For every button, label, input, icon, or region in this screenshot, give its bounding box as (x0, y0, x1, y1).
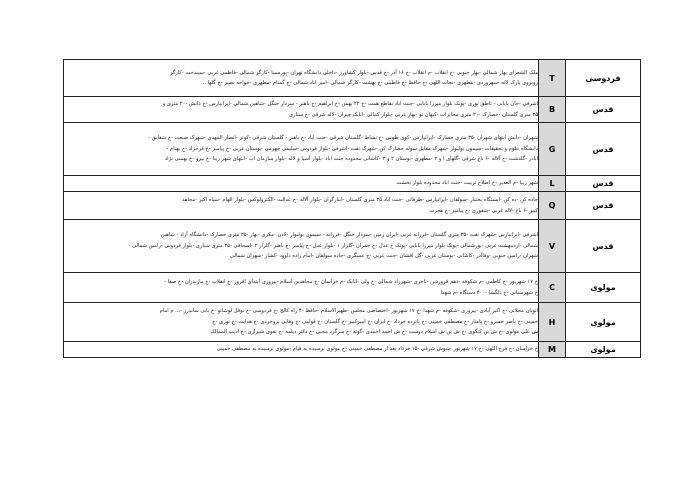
district-name-cell: قدس (566, 192, 641, 220)
area-list-cell (64, 303, 539, 342)
area-list-cell (64, 342, 539, 358)
area-list-cell (64, 60, 539, 97)
district-name-cell: مولوی (566, 273, 641, 303)
district-name-cell: قدس (566, 123, 641, 176)
table-body (64, 60, 641, 358)
table-row (64, 220, 641, 273)
zone-code-cell: H (539, 303, 566, 342)
area-list-line: کبیر -۶ باغ -لاله غربی -شقوری -خ پیامبر -خ هجرت (429, 207, 538, 214)
area-list-line: شمالی -اردیبهشت غربی -نورشمالی -پونک بلوار میرزا بابایی -پونک خ عدل -خ جمران -گلزار ۱ -بلوار عدل -خ پیامبر -خ باهنر -گلزار ۲ -اسحاقی -۳۵ متری ستاری -بلوار فردوس -رامین شمالی - (128, 242, 538, 249)
district-name-cell: قدس (566, 97, 641, 123)
district-name-cell: مولوی (566, 303, 641, 342)
table-row (64, 176, 641, 192)
zone-code-cell: V (539, 220, 566, 273)
zone-code-cell: B (539, 97, 566, 123)
table-row (64, 192, 641, 220)
table-row (64, 342, 641, 358)
area-list-line: خ ۱۷ شهریور -خ کاظمی -م شکوفه -دهم فروردین -تاجری -شهرزاد شمالی -خ ولی -اتابک -م خراسان -خ مجاهدین اسلام -پیروزی ابتدای افروز -خ انقلاب -خ مازندران -خ صفا - (164, 279, 538, 285)
district-name-cell: قدس (566, 176, 641, 192)
area-list-line: روبروی پارک لاله -سهروردی -مطهری -نجات اللهی -خ حافظ -خ فاطمی -خ بهشت -کارگر شمالی -امیر اباد شمالی -خ گمنام -مطهری -خواجه نصیر -خ گلها ... (200, 80, 538, 86)
area-list-cell (64, 220, 539, 273)
area-list-cell (64, 273, 539, 303)
area-list-line: خ شهرستانی -خ دلگشا -۴۰۰ دستگاه -م شهدا (440, 289, 538, 296)
area-list-line: خمینی -خ ناصر خسرو -خ پامنار -خ مصطفی خمینی -خ پانزده خرداد -خ ایران -خ امیرکبیر -خ گلستان -خ قوامی -خ وفایی بروجردی -خ هدایت -خ نوری -خ (212, 318, 538, 325)
area-list-line: ابادر -گلدشت -خ آلاله -۶ باغ شرقی -گلهای ا و ۲ -مطهری -بوستان ۲ و ۳ -کاشانی محدوده جنت اباد -بلوار آسیا و لاله -بلوار سازمان اب -انتهای شهر زیبا -خ نیرو -خ بهمنی نژاد (164, 156, 538, 163)
area-list-line: شهران -دانش انتهای شهران -۳۵ متری حصارک -ایرانپارس -کوی طوس -خ نشاط -گلستان شرقی -جنت اباد -خ باهنر - گلستان شرقی -کوثر -انصار المهدی -شهرک صنعت -خ شقایق - (148, 135, 538, 142)
area-list-line: ۳۵ متری گلستان -حصارک -۲۰ متری مخابرات -کیهان نو -بهار غربی -بلوار کمالی -اتابک جیران -لاله شرقی -خ ستاری (288, 111, 538, 118)
area-list-line: اتوبان محلاتی -خ اکبر آبادی -پیروزی -شکوفه -م شهدا -خ ۱۷ شهریور -اختصاصی مجلس -ظهیرالاسلام -حافظ -۴ راه کالج -خ فردوسی -خ نوفل لوشاتو -خ بابی ساندرز -... م امام (159, 308, 538, 315)
zone-code-cell: T (539, 60, 566, 97)
area-list-cell (64, 97, 539, 123)
area-list-line: دانشگاه علوم و تحقیقات -سیمون بولیوار -شهرک مقابل سوله حصارک کن -شهرک نفت -اشرفی -بلوار فردوس -سلیمی جهرمی -بوستان غربی -خ پیامبر -خ فرحزاد -خ بهنام - (166, 145, 538, 152)
area-list-line: خ خراسان -خ فرخ اللهی -خ ۱۷ شهریور -شوش شرقی -۱۵ خرداد بعد از مصطفی خمینی -خ مولوی نرسیده به قیام -مولوی نرسیده به مصطفی خمینی (216, 346, 538, 353)
area-list-line: ملک الشعرای بهار شمالی -بهار جنوبی -خ انقلاب -م انقلاب -خ ۱۶ آذر -خ قدس -بلوار کشاورز -داخلی دانشگاه تهران -پورسینا -کارگر شمالی -فاطمی غربی -سیندخت -کارگر (169, 69, 538, 76)
zone-code-cell: Q (539, 192, 566, 220)
zone-code-cell: C (539, 273, 566, 303)
table-row (64, 60, 641, 97)
district-name-cell: قدس (566, 220, 641, 273)
zone-code-cell: G (539, 123, 566, 176)
area-list-line: شهران -رامین جنوبی -وفاآذر -کاشانی -بوستان غربی -گل افشان -جنت غربی -خ عسگری -جاده سولقان -امام زاده داوود -کشار -شهران شمالی (230, 253, 538, 260)
area-list-line: شهر زیبا -م الغدیر -خ اصلاح تربیت -جنت اباد محدوده بلوار بخشت (396, 180, 538, 187)
area-list-cell (64, 123, 539, 176)
area-list-line: ش علی مولوی -خ ش بن کنگوی -خ ش بن ش اسلام دوست -خ ش احمد احمدی -گونه -خ سرگرد محبی -خ دکتر دیلمه -خ تقوی شیرازی -خ ادیب الممالک (210, 329, 538, 336)
zone-code-cell: L (539, 176, 566, 192)
table-row (64, 123, 641, 176)
district-name-cell: فردوسی (566, 60, 641, 97)
table-row (64, 273, 641, 303)
area-list-line: اشرفی -ایرانپارس -شهرک نفت -۳۵ متری گلستان -فرزانه غربی -ایران زمین -سردار جنگل -فرزانه - سیمون بولیوار -لادن -مکری -بهار -۳۵ متری حصارک -دانشگاه آزاد - شاهین (160, 232, 538, 239)
delivery-zones-table (63, 59, 641, 358)
district-name-cell: مولوی (566, 342, 641, 358)
area-list-cell (64, 176, 539, 192)
area-list-line: جاده کن -ده کن -ایستگاه بختیار -سولقان -ایرانپارس -طرقانی -جنت اباد ۳۵ متری گلستان -ابتارگران -بلوار آلاله -خ عدالت -الکترولوکس -بلوار الهام -سپاه اکبر -مجاهد (182, 197, 538, 203)
area-list-cell (64, 192, 539, 220)
area-list-line: اشرفی -خان بابایی - تاطق نوری -پونک بلوار میرزا بابایی -جنت اباد تقاطع همت -خ ۲۲ بهمن -خ ابراهیم -خ باهنر - سردار جنگل -شاهین شمالی -ایرانپارس -خ دانش -۲۰ متری و (162, 101, 538, 107)
table-row (64, 97, 641, 123)
zone-code-cell: M (539, 342, 566, 358)
table-row (64, 303, 641, 342)
